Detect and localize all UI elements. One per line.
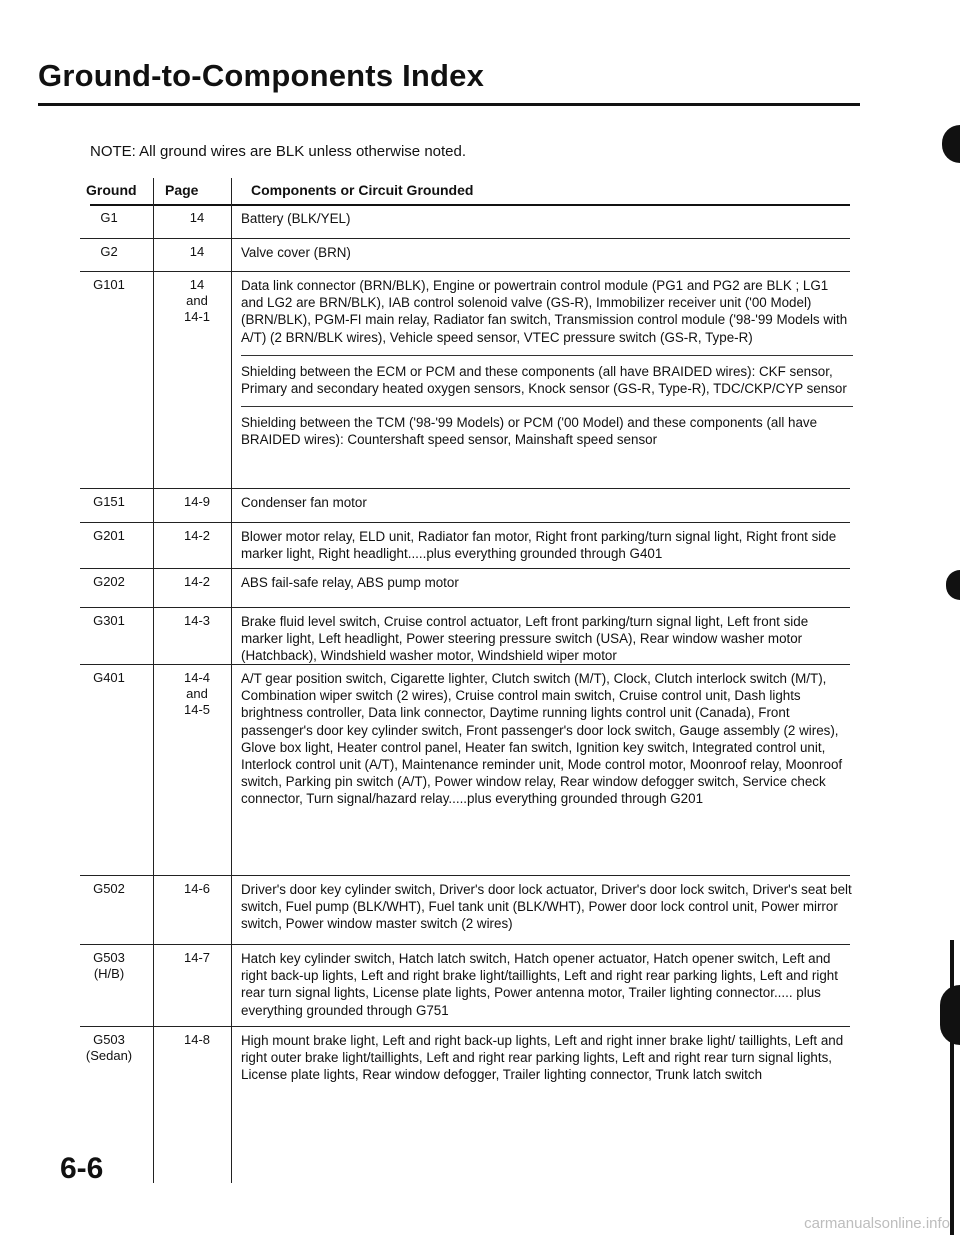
row-divider — [80, 1026, 850, 1027]
ground-id: G202 — [93, 574, 125, 589]
page-ref: 14-6 — [183, 881, 211, 896]
component-text: Shielding between the TCM ('98-'99 Models) or PCM ('00 Model) and these components (all have BRAIDED wires): Countershaft speed sensor, Mainshaft speed sensor — [241, 406, 853, 448]
component-text: Condenser fan motor — [241, 495, 367, 510]
components-cell — [241, 1032, 853, 1093]
component-text: Driver's door key cylinder switch, Driver's door lock actuator, Driver's door lock switch, Driver's seat belt switch, Fuel pump (BLK/WHT), Fuel tank unit (BLK/WHT), Power door lock control unit, Power mirror switch, Power window master switch (2 wires) — [241, 882, 852, 932]
page-ref: 14-3 — [183, 613, 211, 628]
page-title: Ground-to-Components Index — [38, 58, 485, 93]
page-ref: 14-4 and 14-5 — [183, 670, 211, 717]
components-cell — [241, 494, 853, 520]
component-text: ABS fail-safe relay, ABS pump motor — [241, 575, 459, 590]
ground-id: G201 — [93, 528, 125, 543]
header-page: Page — [165, 182, 199, 198]
component-text: Valve cover (BRN) — [241, 245, 351, 260]
components-cell — [241, 881, 853, 942]
note-text: NOTE: All ground wires are BLK unless otherwise noted. — [90, 143, 467, 160]
page-ref: 14 — [189, 244, 205, 259]
components-cell — [241, 528, 853, 571]
components-cell — [241, 950, 853, 1028]
page-ref: 14-2 — [183, 574, 211, 589]
column-divider-ground — [153, 178, 154, 1183]
page-ref: 14-9 — [183, 494, 211, 509]
component-text: Brake fluid level switch, Cruise control actuator, Left front parking/turn signal light, Left front side marker light, Left headlight, Power steering pressure switch (USA), Rear window washer motor (Hatchback), Windshield washer motor, Windshield wiper motor — [241, 614, 809, 664]
header-ground: Ground — [86, 182, 137, 198]
ground-id: G301 — [93, 613, 125, 628]
page-ref: 14 — [189, 210, 205, 225]
row-divider — [80, 607, 850, 608]
watermark: carmanualsonline.info — [804, 1215, 950, 1232]
component-text: Data link connector (BRN/BLK), Engine or powertrain control module (PG1 and PG2 are BLK ; LG1 and LG2 are BRN/BLK), IAB control solenoid valve (GS-R), Immobilizer receiver unit ('00 Model) (BRN/BLK), PGM-FI main relay, Radiator fan switch, Transmission control module ('98-'99 Models with A/T) (2 BRN/BLK wires), Vehicle speed sensor, VTEC pressure switch (GS-R, Type-R) — [241, 278, 848, 345]
component-text: A/T gear position switch, Cigarette lighter, Clutch switch (M/T), Clock, Clutch interlock switch (M/T), Combination wiper switch (2 wires), Cruise control main switch, Cruise control unit, Dash lights brightness controller, Data link connector, Daytime running lights control unit (Canada), Front passenger's door key cylinder switch, Front passenger's door lock switch, Gauge assembly (2 wires), Glove box light, Heater control panel, Heater fan switch, Ignition key switch, Integrated control unit, Interlock control unit (A/T), Maintenance reminder unit, Mode control motor, Moonroof relay, Moonroof switch, Parking pin switch (A/T), Power window relay, Rear window defogger switch, Service check connector, Turn signal/hazard relay.....plus everything grounded through G201 — [241, 671, 843, 807]
components-cell — [241, 670, 853, 817]
ground-id: G1 — [100, 210, 118, 225]
components-cell — [241, 244, 853, 270]
component-text: Blower motor relay, ELD unit, Radiator fan motor, Right front parking/turn signal light, Right front side marker light, Right headlight.....plus everything grounded through G401 — [241, 529, 837, 562]
components-cell — [241, 210, 853, 236]
ground-id: G502 — [93, 881, 125, 896]
page-number: 6-6 — [60, 1152, 104, 1185]
margin-tab-mark — [946, 570, 960, 600]
ground-id: G101 — [93, 277, 125, 292]
row-divider — [80, 875, 850, 876]
ground-id: G2 — [100, 244, 118, 259]
header-divider — [90, 204, 850, 206]
margin-tab-mark — [942, 125, 960, 163]
component-text: Hatch key cylinder switch, Hatch latch switch, Hatch opener actuator, Hatch opener switch, Left and right back-up lights, Left and right brake light/taillights, Left and right rear parking lights, Left and right rear turn signal lights, License plate lights, Power antenna motor, Trailer lighting connector..... plus everything grounded through G751 — [241, 951, 838, 1018]
component-text: Shielding between the ECM or PCM and these components (all have BRAIDED wires): CKF sensor, Primary and secondary heated oxygen sensors, Knock sensor (GS-R, Type-R), TDC/CKP/CYP sensor — [241, 355, 853, 397]
component-text: Battery (BLK/YEL) — [241, 211, 351, 226]
components-cell — [241, 277, 853, 458]
components-cell — [241, 574, 853, 600]
ground-id: G401 — [93, 670, 125, 685]
page-ref: 14-7 — [183, 950, 211, 965]
row-divider — [80, 944, 850, 945]
column-divider-page — [231, 178, 232, 1183]
title-divider — [38, 103, 860, 106]
row-divider — [80, 238, 850, 239]
header-components: Components or Circuit Grounded — [251, 182, 474, 198]
ground-id: G503 (Sedan) — [85, 1032, 133, 1063]
ground-id: G503 (H/B) — [93, 950, 125, 981]
margin-edge-mark — [950, 940, 954, 1235]
row-divider — [80, 488, 850, 489]
row-divider — [80, 522, 850, 523]
row-divider — [80, 664, 850, 665]
page-ref: 14-8 — [183, 1032, 211, 1047]
component-text: High mount brake light, Left and right back-up lights, Left and right inner brake light/ taillights, Left and right outer brake light/taillights, Left and right rear parking lights, Left and right rear turn signal lights, License plate lights, Rear window defogger, Trailer lighting connector, Trunk latch switch — [241, 1033, 844, 1083]
page-ref: 14 and 14-1 — [183, 277, 211, 324]
ground-id: G151 — [93, 494, 125, 509]
row-divider — [80, 271, 850, 272]
page-ref: 14-2 — [183, 528, 211, 543]
row-divider — [80, 568, 850, 569]
